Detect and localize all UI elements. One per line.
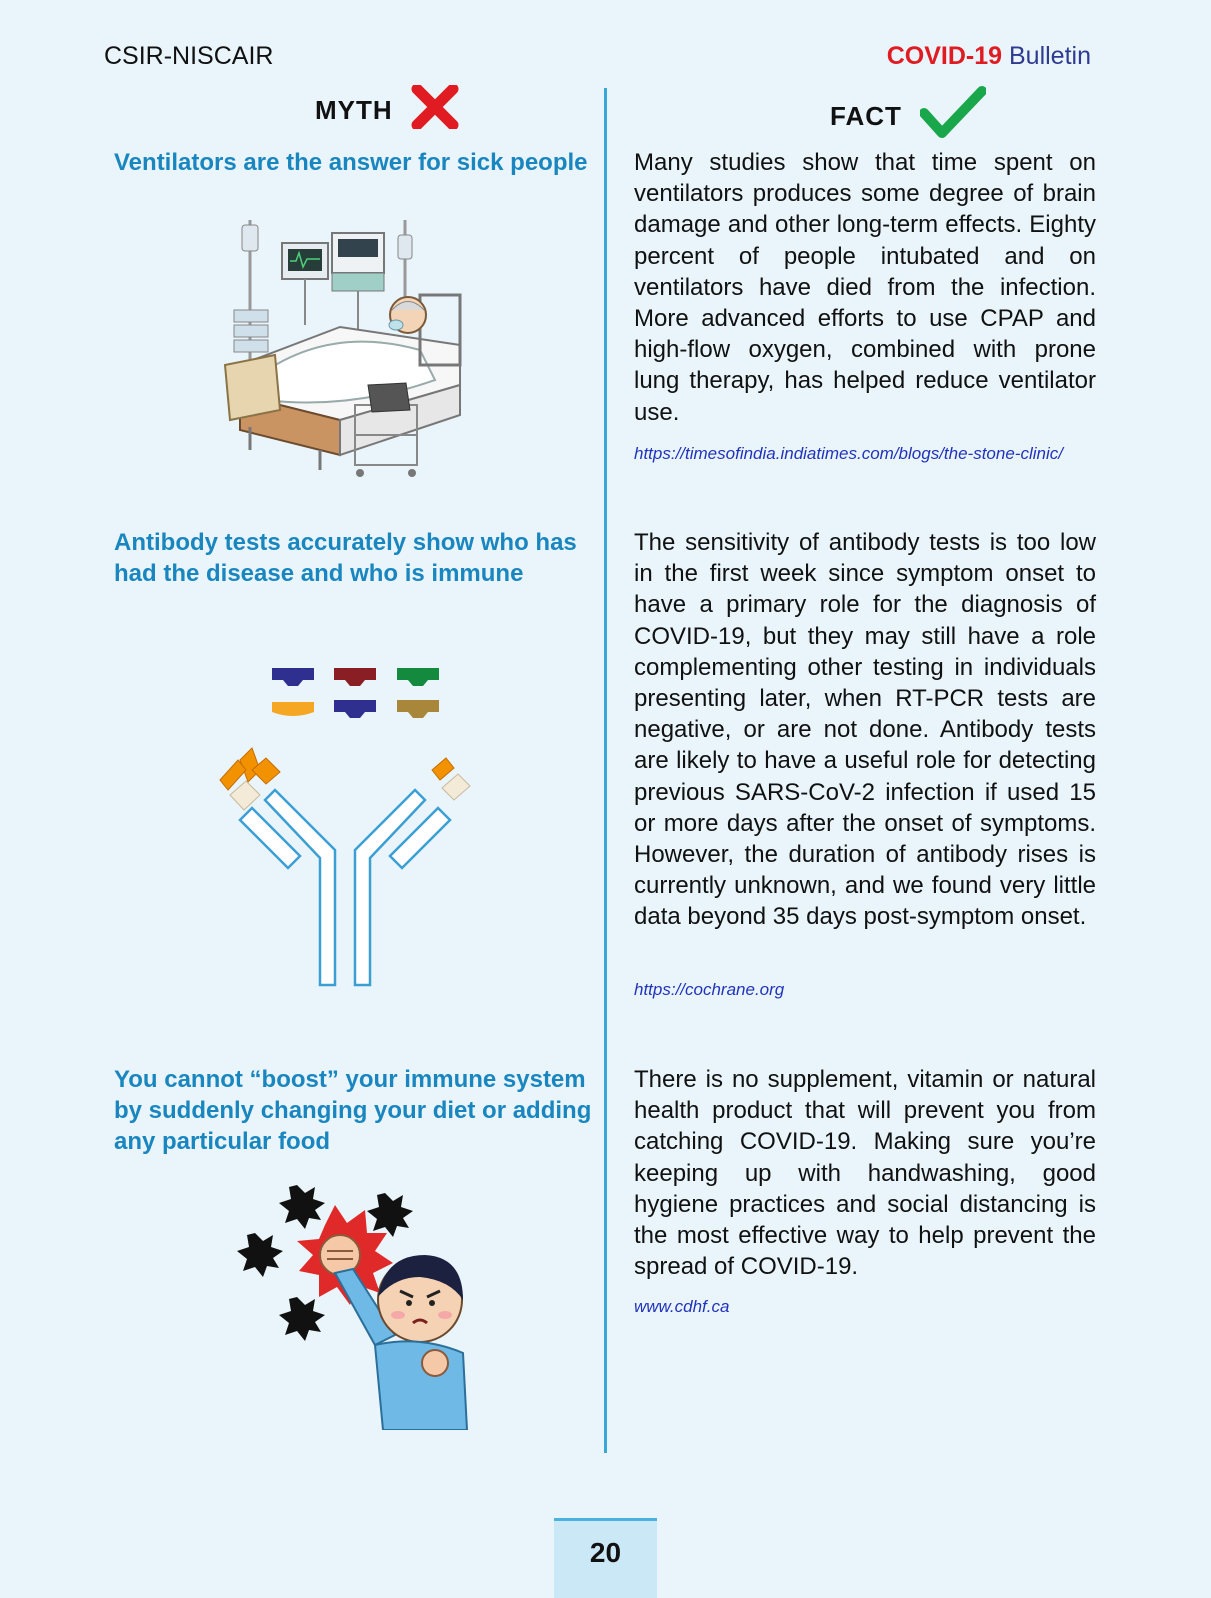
page-number: 20: [554, 1518, 657, 1598]
fact-3-text: [634, 1064, 1096, 1282]
fact-1-text: [634, 147, 1096, 428]
myth-heading: [315, 85, 459, 136]
fact-heading-label: FACT: [830, 101, 902, 131]
myth-heading-label: MYTH: [315, 95, 393, 125]
source-link-1[interactable]: https://timesofindia.indiatimes.com/blogs/the-stone-clinic/: [634, 444, 1063, 463]
source-link-2[interactable]: https://cochrane.org: [634, 980, 785, 999]
fact-1-paragraph: Many studies show that time spent on ventilators produces some degree of brain damage and other long-term effects. Eighty percent of people intubated and on ventilators have died from the infection. More advanced efforts to use CPAP and high-flow oxygen, combined with prone lung therapy, has helped reduce ventilator use.: [634, 149, 1096, 426]
check-icon: [920, 85, 986, 148]
antibody-illustration: [200, 620, 490, 995]
angry-boy-illustration: [235, 1185, 485, 1435]
fact-3-paragraph: There is no supplement, vitamin or natural health product that will prevent you from catching COVID-19. Making sure you’re keeping up with handwashing, good hygiene practices and social distancing is the most effective way to help prevent the spread of COVID-19.: [634, 1066, 1096, 1281]
myth-2-text: Antibody tests accurately show who has had the disease and who is immune: [114, 529, 577, 587]
bulletin-label: Bulletin: [1009, 42, 1091, 70]
cross-icon: [411, 85, 459, 136]
column-divider: [604, 88, 607, 1453]
fact-heading: [830, 85, 986, 148]
hospital-bed-illustration: [220, 215, 470, 486]
fact-2-text: [634, 527, 1096, 933]
fact-2-paragraph: The sensitivity of antibody tests is too low in the first week since symptom onset to have a primary role for the diagnosis of COVID-19, but they may still have a role complementing other testing in individuals presenting later, when RT-PCR tests are negative, or are not done. Antibody tests are likely to have a useful role for detecting previous SARS-CoV-2 infection if used 15 or more days after the onset of symptoms. However, the duration of antibody rises is currently unknown, and we found very little data beyond 35 days post-symptom onset.: [634, 529, 1096, 931]
source-link-3[interactable]: www.cdhf.ca: [634, 1297, 730, 1316]
bulletin-title: [887, 42, 1091, 71]
myth-3-text: You cannot “boost” your immune system by suddenly changing your diet or adding any particular food: [114, 1066, 592, 1155]
org-name: CSIR-NISCAIR: [104, 42, 274, 70]
covid-label: COVID-19: [886, 42, 1003, 70]
myth-1-text: Ventilators are the answer for sick people: [114, 149, 588, 176]
